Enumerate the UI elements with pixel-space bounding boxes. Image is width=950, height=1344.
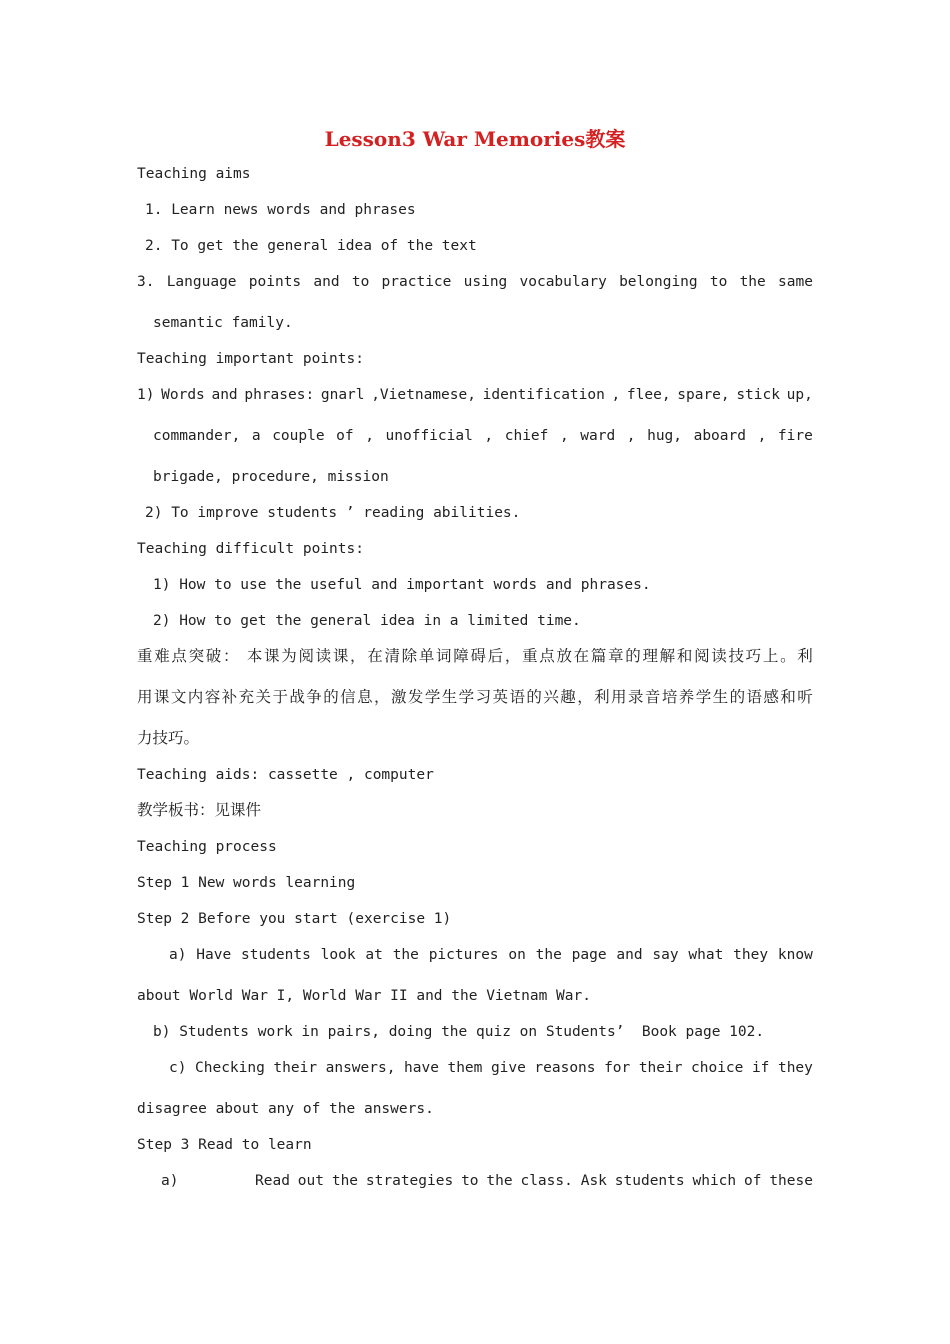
- word: give: [490, 1060, 526, 1076]
- word: which: [692, 1173, 737, 1189]
- word: Ask: [580, 1173, 607, 1189]
- word: strategies: [365, 1173, 454, 1189]
- word: to: [351, 274, 370, 290]
- word: stick: [736, 387, 780, 403]
- word: they: [777, 1060, 813, 1076]
- word: pictures: [428, 947, 499, 963]
- word: their: [638, 1060, 683, 1076]
- word: and: [313, 274, 340, 290]
- difficult-point-2: 2) How to get the general idea in a limited time.: [153, 613, 581, 629]
- word: to: [461, 1173, 479, 1189]
- word: know: [777, 947, 813, 963]
- aim-2: 2. To get the general idea of the text: [145, 238, 477, 254]
- word: these: [769, 1173, 813, 1189]
- word: fire: [777, 428, 813, 444]
- word: identification: [482, 387, 605, 403]
- important-points-heading: Teaching important points:: [137, 351, 364, 367]
- important-point-1-line-2: [153, 426, 813, 446]
- step-3: Step 3 Read to learn: [137, 1137, 312, 1153]
- word: ,: [365, 428, 374, 444]
- key-points-breakthrough-line-2: 用课文内容补充关于战争的信息，激发学生学习英语的兴趣，利用录音培养学生的语感和听: [137, 688, 813, 706]
- word: Read: [255, 1173, 290, 1189]
- word: look: [320, 947, 356, 963]
- word: phrases:: [244, 387, 315, 403]
- word: page: [571, 947, 607, 963]
- step-2-c-continued: disagree about any of the answers.: [137, 1101, 434, 1117]
- word: class.: [520, 1173, 573, 1189]
- word: 1): [137, 387, 155, 403]
- word: their: [273, 1060, 318, 1076]
- word: have: [404, 1060, 439, 1076]
- step-2-b: b) Students work in pairs, doing the quiz on Students’ Book page 102.: [153, 1024, 765, 1040]
- word: Checking: [195, 1060, 265, 1076]
- step-3-a: [255, 1171, 813, 1191]
- word: spare,: [677, 387, 730, 403]
- word: practice: [381, 274, 452, 290]
- word: Words: [161, 387, 205, 403]
- word: ,: [611, 387, 621, 403]
- step-2-c: [169, 1058, 813, 1078]
- word: chief: [504, 428, 549, 444]
- step-1: Step 1 New words learning: [137, 875, 356, 891]
- word: Have: [196, 947, 232, 963]
- word: say: [652, 947, 679, 963]
- word: students: [241, 947, 311, 963]
- word: students: [614, 1173, 685, 1189]
- word: reasons: [534, 1060, 596, 1076]
- word: ,: [559, 428, 569, 444]
- word: and: [616, 947, 643, 963]
- word: at: [365, 947, 383, 963]
- word: gnarl: [320, 387, 365, 403]
- word: what: [688, 947, 724, 963]
- word: a: [251, 428, 261, 444]
- document-title: Lesson3 War Memories教案: [324, 127, 626, 151]
- word: points: [248, 274, 302, 290]
- teaching-process-heading: Teaching process: [137, 839, 277, 855]
- step-2-a-continued: about World War I, World War II and the Vietnam War.: [137, 988, 591, 1004]
- word: the: [535, 947, 562, 963]
- word: flee,: [626, 387, 671, 403]
- teaching-aids: Teaching aids: cassette , computer: [137, 767, 434, 783]
- key-points-breakthrough-line-1: 重难点突破： 本课为阅读课，在清除单词障碍后，重点放在篇章的理解和阅读技巧上。利: [137, 647, 813, 665]
- word: commander,: [153, 428, 241, 444]
- word: ,Vietnamese,: [371, 387, 476, 403]
- word: ,: [484, 428, 494, 444]
- word: 3.: [137, 274, 155, 290]
- word: if: [751, 1060, 770, 1076]
- word: out: [297, 1173, 324, 1189]
- word: on: [508, 947, 526, 963]
- word: belonging: [619, 274, 698, 290]
- word: choice: [691, 1060, 744, 1076]
- aim-3-continued: semantic family.: [153, 315, 293, 331]
- important-point-1-continued: brigade, procedure, mission: [153, 469, 389, 485]
- word: vocabulary: [519, 274, 607, 290]
- word: unofficial: [385, 428, 473, 444]
- word: Language: [166, 274, 237, 290]
- word: using: [463, 274, 508, 290]
- aim-1: 1. Learn news words and phrases: [145, 202, 416, 218]
- word: up,: [786, 387, 813, 403]
- important-point-2: 2) To improve students ’ reading abilities.: [145, 505, 521, 521]
- word: of: [336, 428, 354, 444]
- word: they: [733, 947, 769, 963]
- word: ward: [580, 428, 616, 444]
- word: to: [709, 274, 728, 290]
- word: ,: [626, 428, 636, 444]
- key-points-breakthrough-line-3: 力技巧。: [137, 729, 200, 747]
- word: aboard: [693, 428, 746, 444]
- word: them: [447, 1060, 483, 1076]
- word: the: [392, 947, 419, 963]
- word: a): [169, 947, 187, 963]
- word: ,: [757, 428, 767, 444]
- word: and: [211, 387, 238, 403]
- teaching-aims-heading: Teaching aims: [137, 166, 251, 182]
- word: for: [604, 1060, 631, 1076]
- difficult-point-1: 1) How to use the useful and important words and phrases.: [153, 577, 651, 593]
- important-point-1: [137, 385, 813, 405]
- word: the: [486, 1173, 513, 1189]
- word: of: [744, 1173, 762, 1189]
- word: c): [169, 1060, 187, 1076]
- difficult-points-heading: Teaching difficult points:: [137, 541, 364, 557]
- word: couple: [272, 428, 325, 444]
- word: hug,: [647, 428, 683, 444]
- word: the: [739, 274, 766, 290]
- aim-3: [137, 272, 813, 292]
- step-2-a: [169, 945, 813, 965]
- blackboard-design: 教学板书：见课件: [137, 801, 262, 819]
- word: same: [778, 274, 813, 290]
- step-2: Step 2 Before you start (exercise 1): [137, 911, 452, 927]
- word: the: [331, 1173, 359, 1189]
- step-3-a-label: a): [161, 1173, 179, 1189]
- word: answers,: [325, 1060, 396, 1076]
